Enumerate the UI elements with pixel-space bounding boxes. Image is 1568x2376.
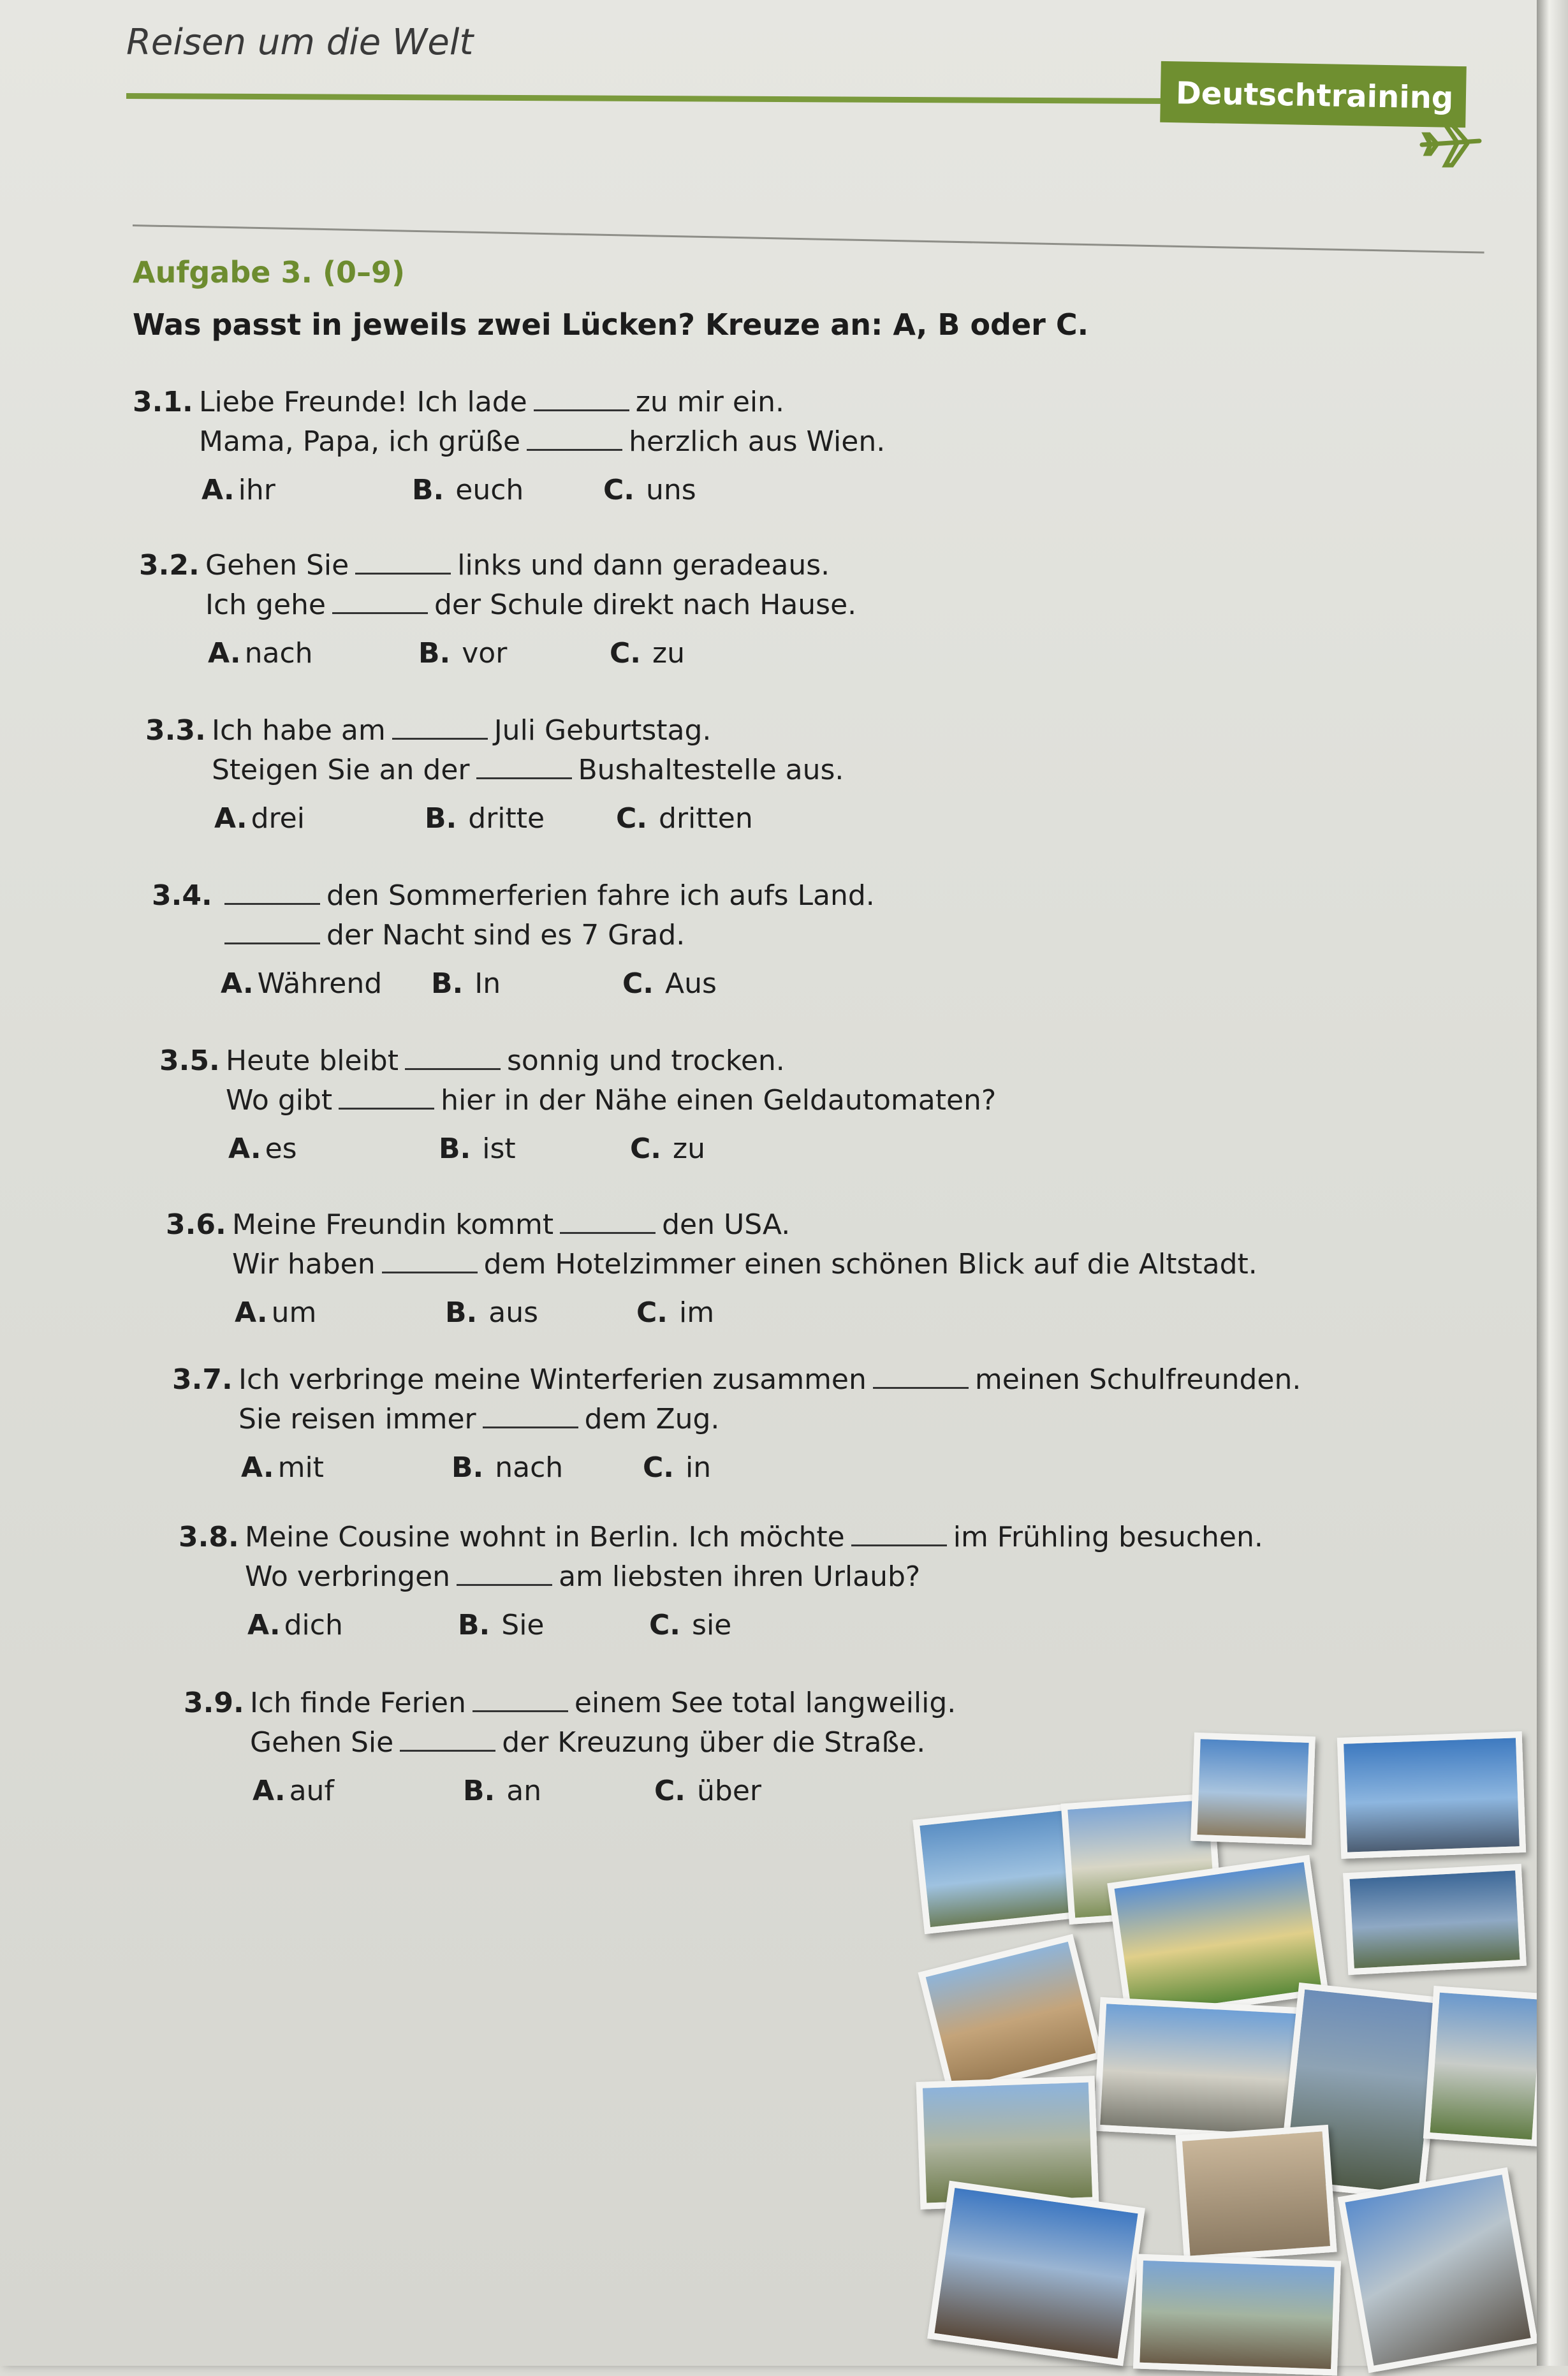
option-letter: B.	[412, 474, 444, 506]
exercise-line-1	[184, 1683, 956, 1723]
option-c[interactable]	[649, 1606, 731, 1645]
exercise-line-2	[184, 1723, 956, 1763]
option-text: nach	[495, 1451, 564, 1484]
sentence-part: den USA.	[662, 1208, 791, 1241]
option-c[interactable]	[603, 471, 696, 510]
option-c[interactable]	[643, 1448, 711, 1488]
option-b[interactable]	[431, 964, 622, 1004]
option-letter: C.	[622, 967, 654, 1000]
option-b[interactable]	[412, 471, 603, 510]
option-letter: A.	[201, 474, 235, 506]
exercise-item	[179, 1518, 1263, 1645]
section-badge: Deutschtraining	[1160, 61, 1467, 128]
option-c[interactable]	[636, 1293, 714, 1333]
answer-blank[interactable]	[560, 1213, 656, 1234]
photo-alps	[1423, 1986, 1548, 2146]
exercise-line-2	[139, 585, 856, 625]
sentence-part: Heute bleibt	[226, 1045, 399, 1077]
task-instruction: Was passt in jeweils zwei Lücken? Kreuze an: A, B oder C.	[133, 307, 1089, 342]
answer-blank[interactable]	[392, 719, 488, 740]
exercise-item	[133, 383, 885, 510]
option-c[interactable]	[654, 1771, 761, 1811]
option-letter: B.	[439, 1133, 471, 1165]
option-letter: C.	[616, 802, 648, 835]
answer-options	[133, 471, 885, 510]
option-letter: C.	[649, 1609, 681, 1641]
option-letter: C.	[610, 637, 641, 670]
header-divider	[126, 93, 1261, 105]
exercise-line-1	[172, 1360, 1301, 1400]
photo-cathedral	[927, 2181, 1145, 2366]
option-text: an	[506, 1775, 542, 1807]
photo-castle-garden	[1107, 1855, 1329, 2022]
sentence-part: Ich finde Ferien	[250, 1687, 466, 1719]
option-a[interactable]	[221, 964, 431, 1004]
sentence-part: Gehen Sie	[205, 549, 349, 582]
answer-blank[interactable]	[476, 758, 572, 779]
sentence-part: am liebsten ihren Urlaub?	[559, 1560, 921, 1593]
option-text: dritte	[468, 802, 545, 835]
option-text: ihr	[238, 474, 275, 506]
exercise-line-2	[172, 1400, 1301, 1439]
sentence-part: Wir haben	[232, 1248, 376, 1280]
option-letter: B.	[431, 967, 464, 1000]
answer-blank[interactable]	[483, 1407, 578, 1428]
option-letter: C.	[603, 474, 635, 506]
option-b[interactable]	[451, 1448, 643, 1488]
option-letter: B.	[425, 802, 457, 835]
option-text: mit	[277, 1451, 324, 1484]
answer-blank[interactable]	[332, 593, 428, 614]
photo-tower	[1191, 1733, 1315, 1845]
sentence-part: Meine Freundin kommt	[232, 1208, 554, 1241]
answer-options	[166, 1293, 1257, 1333]
sentence-part: Ich verbringe meine Winterferien zusammen	[238, 1363, 867, 1396]
answer-options	[172, 1448, 1301, 1488]
answer-blank[interactable]	[473, 1691, 568, 1712]
option-letter: C.	[654, 1775, 686, 1807]
book-spine-edge	[1537, 0, 1568, 2366]
exercise-line-2	[166, 1245, 1257, 1284]
exercise-line-1	[133, 383, 885, 422]
plane-icon	[1419, 118, 1483, 172]
answer-blank[interactable]	[339, 1089, 434, 1110]
sentence-part: Sie reisen immer	[238, 1403, 476, 1435]
option-text: In	[474, 967, 501, 1000]
option-letter: C.	[643, 1451, 675, 1484]
exercise-item	[139, 546, 856, 673]
sentence-part: dem Zug.	[584, 1403, 720, 1435]
option-a[interactable]	[241, 1448, 451, 1488]
option-b[interactable]	[418, 634, 610, 673]
answer-blank[interactable]	[873, 1368, 969, 1389]
answer-blank[interactable]	[851, 1525, 947, 1546]
option-text: nach	[244, 637, 313, 670]
sentence-part: einem See total langweilig.	[574, 1687, 956, 1719]
option-text: zu	[652, 637, 685, 670]
answer-options	[145, 799, 844, 839]
sentence-part: dem Hotelzimmer einen schönen Blick auf die Altstadt.	[483, 1248, 1257, 1280]
option-letter: A.	[247, 1609, 281, 1641]
exercise-item	[184, 1683, 956, 1811]
option-text: zu	[673, 1133, 705, 1165]
option-letter: B.	[451, 1451, 484, 1484]
sentence-part: links und dann geradeaus.	[457, 549, 830, 582]
option-c[interactable]	[630, 1129, 705, 1169]
exercise-line-2	[159, 1081, 996, 1120]
exercise-item	[145, 711, 844, 839]
sentence-part: der Schule direkt nach Hause.	[434, 589, 857, 621]
photo-church-plaza	[1094, 1997, 1305, 2141]
answer-blank[interactable]	[400, 1731, 495, 1752]
option-letter: B.	[458, 1609, 490, 1641]
option-text: ist	[482, 1133, 516, 1165]
sentence-part: zu mir ein.	[635, 386, 785, 418]
exercise-number: 3.8.	[179, 1521, 239, 1553]
sentence-part: Juli Geburtstag.	[494, 714, 712, 747]
option-letter: B.	[418, 637, 451, 670]
option-c[interactable]	[616, 799, 753, 839]
answer-options	[179, 1606, 1263, 1645]
option-letter: A.	[214, 802, 247, 835]
exercise-line-1	[139, 546, 856, 585]
option-c[interactable]	[622, 964, 717, 1004]
exercise-item	[152, 876, 875, 1004]
exercise-number: 3.2.	[139, 549, 200, 582]
option-text: auf	[289, 1775, 334, 1807]
answer-blank[interactable]	[382, 1252, 478, 1273]
photo-statue	[1175, 2125, 1337, 2262]
option-text: sie	[692, 1609, 732, 1641]
option-c[interactable]	[610, 634, 685, 673]
option-a[interactable]	[214, 799, 425, 839]
sentence-part: Ich habe am	[212, 714, 386, 747]
answer-options	[184, 1771, 956, 1811]
sentence-part: im Frühling besuchen.	[953, 1521, 1263, 1553]
option-a[interactable]	[235, 1293, 445, 1333]
option-a[interactable]	[201, 471, 412, 510]
sentence-part: Wo verbringen	[245, 1560, 451, 1593]
sentence-part: den Sommerferien fahre ich aufs Land.	[326, 879, 875, 912]
exercise-line-1	[152, 876, 875, 916]
sentence-part: Gehen Sie	[250, 1726, 394, 1759]
photo-coast	[918, 1934, 1104, 2097]
exercise-item	[166, 1205, 1257, 1333]
option-text: in	[685, 1451, 712, 1484]
option-text: aus	[488, 1296, 539, 1329]
sentence-part: Steigen Sie an der	[212, 754, 470, 786]
photo-hilltop	[1343, 1864, 1527, 1975]
option-a[interactable]	[253, 1771, 463, 1811]
option-text: drei	[251, 802, 305, 835]
option-b[interactable]	[463, 1771, 654, 1811]
option-text: uns	[646, 474, 696, 506]
photo-village	[1133, 2254, 1341, 2375]
answer-blank[interactable]	[224, 923, 320, 944]
exercise-item	[172, 1360, 1301, 1488]
option-b[interactable]	[445, 1293, 636, 1333]
exercise-number: 3.7.	[172, 1363, 233, 1396]
option-a[interactable]	[247, 1606, 458, 1645]
option-text: dritten	[659, 802, 753, 835]
answer-options	[139, 634, 856, 673]
option-text: über	[697, 1775, 761, 1807]
sentence-part: der Kreuzung über die Straße.	[502, 1726, 926, 1759]
option-letter: A.	[228, 1133, 261, 1165]
answer-blank[interactable]	[405, 1049, 501, 1070]
option-text: Aus	[665, 967, 717, 1000]
sentence-part: Wo gibt	[226, 1084, 333, 1117]
answer-options	[152, 964, 875, 1004]
option-text: um	[271, 1296, 317, 1329]
exercise-line-2	[179, 1557, 1263, 1597]
option-letter: A.	[241, 1451, 274, 1484]
option-letter: B.	[445, 1296, 478, 1329]
option-b[interactable]	[439, 1129, 630, 1169]
exercise-number: 3.9.	[184, 1687, 244, 1719]
exercise-number: 3.5.	[159, 1045, 220, 1077]
photo-skyline	[1337, 1731, 1526, 1859]
exercise-item	[159, 1041, 996, 1169]
answer-blank[interactable]	[224, 884, 320, 905]
sentence-part: Bushaltestelle aus.	[578, 754, 844, 786]
option-text: Sie	[501, 1609, 545, 1641]
sentence-part: meinen Schulfreunden.	[974, 1363, 1301, 1396]
option-text: Während	[257, 967, 383, 1000]
task-label: Aufgabe 3. (0–9)	[133, 255, 406, 290]
travel-photo-collage	[905, 1722, 1537, 2366]
exercise-number: 3.3.	[145, 714, 206, 747]
sentence-part: herzlich aus Wien.	[629, 425, 886, 458]
option-letter: A.	[235, 1296, 268, 1329]
answer-options	[159, 1129, 996, 1169]
option-a[interactable]	[208, 634, 418, 673]
option-text: im	[679, 1296, 715, 1329]
sentence-part: sonnig und trocken.	[506, 1045, 785, 1077]
option-text: dich	[284, 1609, 343, 1641]
sentence-part: Ich gehe	[205, 589, 326, 621]
option-b[interactable]	[458, 1606, 649, 1645]
section-rule	[133, 224, 1484, 254]
sentence-part: Mama, Papa, ich grüße	[199, 425, 521, 458]
exercise-number: 3.4.	[152, 879, 212, 912]
exercise-line-1	[145, 711, 844, 751]
option-text: vor	[462, 637, 508, 670]
option-letter: C.	[636, 1296, 668, 1329]
exercise-line-2	[145, 751, 844, 790]
option-b[interactable]	[425, 799, 616, 839]
exercise-line-2	[152, 916, 875, 955]
answer-blank[interactable]	[527, 430, 622, 451]
exercise-line-2	[133, 422, 885, 462]
answer-blank[interactable]	[355, 554, 451, 575]
option-text: es	[265, 1133, 297, 1165]
sentence-part: Liebe Freunde! Ich lade	[199, 386, 527, 418]
option-letter: A.	[221, 967, 254, 1000]
book-title: Reisen um die Welt	[126, 22, 474, 63]
exercise-line-1	[179, 1518, 1263, 1557]
exercise-line-1	[159, 1041, 996, 1081]
sentence-part: Meine Cousine wohnt in Berlin. Ich möchte	[245, 1521, 845, 1553]
option-a[interactable]	[228, 1129, 439, 1169]
option-text: euch	[455, 474, 524, 506]
exercise-number: 3.1.	[133, 386, 193, 418]
exercise-line-1	[166, 1205, 1257, 1245]
sentence-part: hier in der Nähe einen Geldautomaten?	[441, 1084, 997, 1117]
answer-blank[interactable]	[534, 390, 629, 411]
option-letter: A.	[253, 1775, 286, 1807]
answer-blank[interactable]	[457, 1565, 552, 1586]
option-letter: A.	[208, 637, 241, 670]
option-letter: B.	[463, 1775, 495, 1807]
photo-mountain-peak	[1338, 2167, 1539, 2373]
exercise-number: 3.6.	[166, 1208, 226, 1241]
option-letter: C.	[630, 1133, 662, 1165]
sentence-part: der Nacht sind es 7 Grad.	[326, 919, 685, 951]
